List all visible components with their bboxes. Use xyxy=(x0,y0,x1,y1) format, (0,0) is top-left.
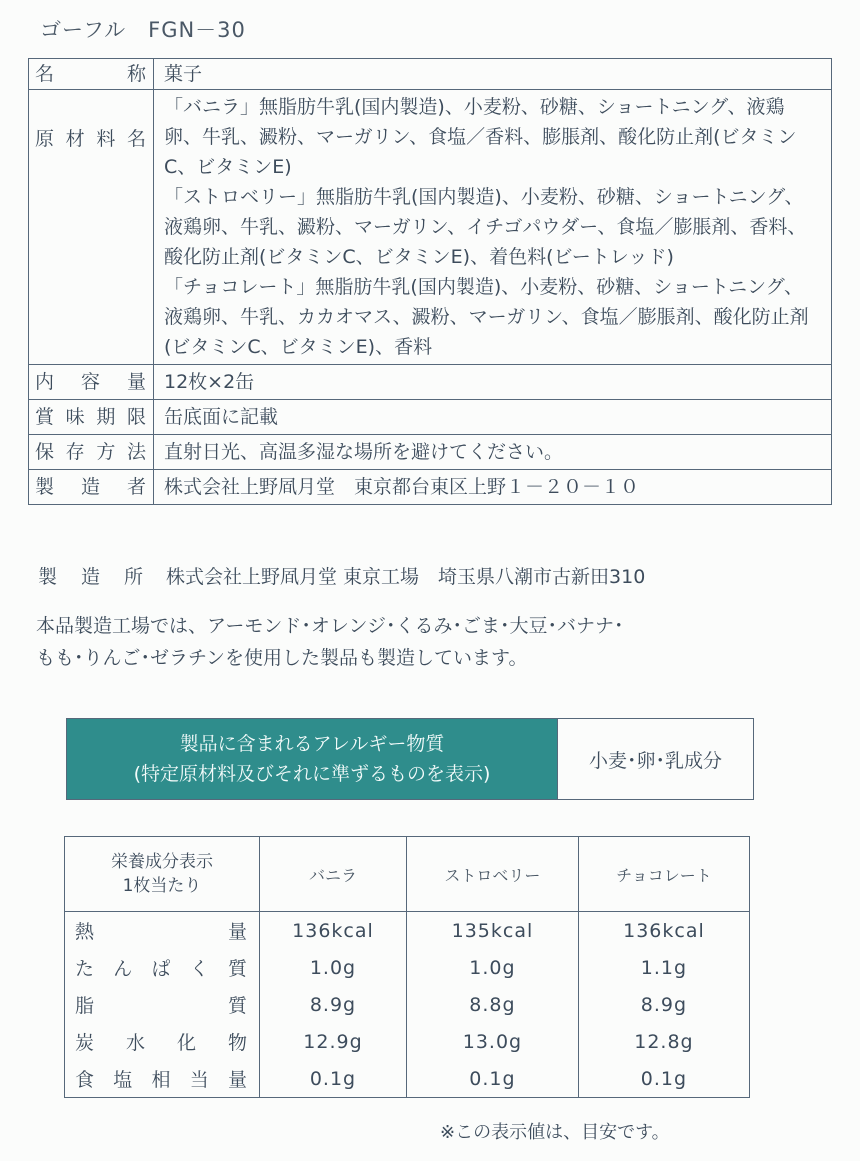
ingredients-label: 原材料名 xyxy=(29,90,154,365)
nutrition-title: 栄養成分表示 xyxy=(111,852,213,872)
allergen-facility-notice xyxy=(36,610,816,674)
cell-value: 0.1g xyxy=(260,1060,407,1098)
column-header-strawberry: ストロベリー xyxy=(406,837,578,912)
cell-value: 0.1g xyxy=(406,1060,578,1098)
row-label: 食塩相当量 xyxy=(65,1060,260,1098)
cell-value: 1.0g xyxy=(260,949,407,986)
cell-value: 135kcal xyxy=(406,912,578,950)
nutrition-footnote: ※この表示値は、目安です。 xyxy=(440,1122,670,1143)
cell-value: 12.8g xyxy=(578,1023,749,1060)
product-info-table xyxy=(28,58,832,505)
plant-value: 株式会社上野凮月堂 東京工場 埼玉県八潮市古新田310 xyxy=(166,566,646,588)
cell-value: 136kcal xyxy=(260,912,407,950)
allergen-value: 小麦･卵･乳成分 xyxy=(557,719,753,799)
table-row xyxy=(65,949,750,986)
notice-line-2: もも･りんご･ゼラチンを使用した製品も製造しています。 xyxy=(36,647,528,669)
allergen-heading-line-2: (特定原材料及びそれに準ずるものを表示) xyxy=(133,763,491,785)
cell-value: 13.0g xyxy=(406,1023,578,1060)
expiry-value: 缶底面に記載 xyxy=(154,400,832,435)
cell-value: 1.0g xyxy=(406,949,578,986)
table-row xyxy=(65,1060,750,1098)
ingredients-vanilla: 「バニラ」無脂肪牛乳(国内製造)、小麦粉、砂糖、ショートニング、液鶏卵、牛乳、澱粉、マーガリン、食塩／香料、膨脹剤、酸化防止剤(ビタミンC、ビタミンE) xyxy=(164,96,797,178)
nutrition-per-unit: 1枚当たり xyxy=(122,876,202,896)
nutrition-corner xyxy=(65,837,260,912)
row-label: 脂質 xyxy=(65,986,260,1023)
storage-value: 直射日光、高温多湿な場所を避けてください。 xyxy=(154,435,832,470)
cell-value: 8.9g xyxy=(578,986,749,1023)
table-row xyxy=(65,1023,750,1060)
maker-label: 製造者 xyxy=(29,470,154,505)
content-value: 12枚×2缶 xyxy=(154,365,832,400)
allergen-heading-line-1: 製品に含まれるアレルギー物質 xyxy=(179,733,445,755)
name-label: 名 称 xyxy=(29,59,154,90)
table-row xyxy=(65,986,750,1023)
cell-value: 1.1g xyxy=(578,949,749,986)
column-header-vanilla: バニラ xyxy=(260,837,407,912)
name-value: 菓子 xyxy=(154,59,832,90)
notice-line-1: 本品製造工場では、アーモンド･オレンジ･くるみ･ごま･大豆･バナナ･ xyxy=(36,615,624,637)
storage-label: 保存方法 xyxy=(29,435,154,470)
row-label: 熱量 xyxy=(65,912,260,950)
content-label: 内容量 xyxy=(29,365,154,400)
cell-value: 0.1g xyxy=(578,1060,749,1098)
maker-value: 株式会社上野凮月堂 東京都台東区上野１－２０－１０ xyxy=(154,470,832,505)
ingredients-chocolate: 「チョコレート」無脂肪牛乳(国内製造)、小麦粉、砂糖、ショートニング、液鶏卵、牛乳、カカオマス、澱粉、マーガリン、食塩／膨脹剤、酸化防止剤(ビタミンC、ビタミンE)、香料 xyxy=(164,276,809,358)
cell-value: 12.9g xyxy=(260,1023,407,1060)
nutrition-table xyxy=(64,836,750,1098)
cell-value: 136kcal xyxy=(578,912,749,950)
column-header-chocolate: チョコレート xyxy=(578,837,749,912)
allergen-box xyxy=(66,718,754,800)
product-code-title: ゴーフル FGN－30 xyxy=(40,18,246,42)
ingredients-strawberry: 「ストロベリー」無脂肪牛乳(国内製造)、小麦粉、砂糖、ショートニング、液鶏卵、牛乳、澱粉、マーガリン、イチゴパウダー、食塩／膨脹剤、香料、酸化防止剤(ビタミンC、ビタミンE)、着色料(ビートレッド) xyxy=(164,186,807,268)
cell-value: 8.8g xyxy=(406,986,578,1023)
row-label: 炭水化物 xyxy=(65,1023,260,1060)
ingredients-value xyxy=(154,90,832,365)
plant-label: 製造所 xyxy=(38,566,144,588)
row-label: たんぱく質 xyxy=(65,949,260,986)
plant-row xyxy=(38,562,645,592)
expiry-label: 賞味期限 xyxy=(29,400,154,435)
table-row xyxy=(65,912,750,950)
cell-value: 8.9g xyxy=(260,986,407,1023)
allergen-heading xyxy=(67,719,557,799)
